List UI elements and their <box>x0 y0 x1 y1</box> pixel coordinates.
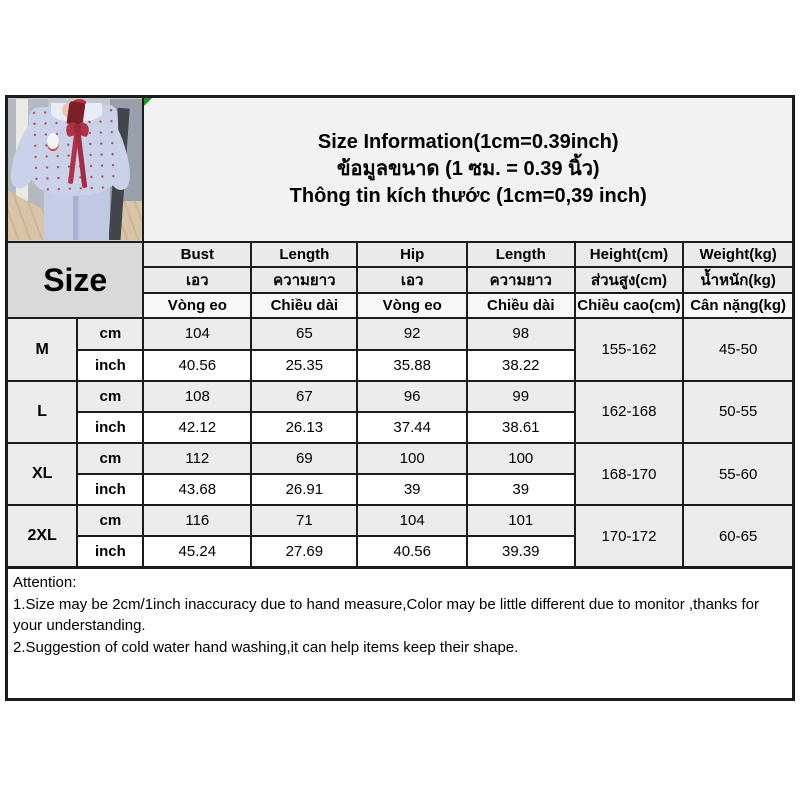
size-table <box>5 95 795 569</box>
xl-bust-inch: 43.68 <box>143 474 251 505</box>
size-column-header: Size <box>7 242 144 318</box>
l-length1-cm: 67 <box>251 381 357 412</box>
2xl-weight-range: 60-65 <box>683 505 793 567</box>
title-english: Size Information(1cm=0.39inch) <box>317 131 619 154</box>
2xl-hip-inch: 40.56 <box>357 536 466 567</box>
l-bust-inch: 42.12 <box>143 412 251 443</box>
header-th-length-1: ความยาว <box>251 267 357 293</box>
2xl-bust-inch: 45.24 <box>143 536 251 567</box>
m-height-range: 155-162 <box>575 318 684 380</box>
2xl-unit-inch: inch <box>77 536 143 567</box>
xl-hip-inch: 39 <box>357 474 466 505</box>
2xl-length1-cm: 71 <box>251 505 357 536</box>
header-en-length-1: Length <box>251 242 357 267</box>
2xl-length1-inch: 27.69 <box>251 536 357 567</box>
attention-line-2: 2.Suggestion of cold water hand washing,it can help items keep their shape. <box>13 638 519 656</box>
xl-height-range: 168-170 <box>575 443 684 505</box>
xl-length1-cm: 69 <box>251 443 357 474</box>
xl-bust-cm: 112 <box>143 443 251 474</box>
title-vietnamese: Thông tin kích thước (1cm=0,39 inch) <box>289 185 647 208</box>
xl-hip-cm: 100 <box>357 443 466 474</box>
comment-marker-icon <box>144 98 152 106</box>
size-label-xl: XL <box>7 443 78 505</box>
xl-unit-inch: inch <box>77 474 143 505</box>
header-th-height: ส่วนสูง(cm) <box>575 267 684 293</box>
2xl-unit-cm: cm <box>77 505 143 536</box>
2xl-length2-inch: 39.39 <box>467 536 575 567</box>
header-en-bust: Bust <box>143 242 251 267</box>
size-label-2xl: 2XL <box>7 505 78 567</box>
l-length2-cm: 99 <box>467 381 575 412</box>
header-vi-bust: Vòng eo <box>143 293 251 318</box>
2xl-hip-cm: 104 <box>357 505 466 536</box>
l-bust-cm: 108 <box>143 381 251 412</box>
2xl-height-range: 170-172 <box>575 505 684 567</box>
xl-length1-inch: 26.91 <box>251 474 357 505</box>
2xl-bust-cm: 116 <box>143 505 251 536</box>
l-length2-inch: 38.61 <box>467 412 575 443</box>
l-unit-inch: inch <box>77 412 143 443</box>
l-length1-inch: 26.13 <box>251 412 357 443</box>
header-vi-length-1: Chiều dài <box>251 293 357 318</box>
m-length2-inch: 38.22 <box>467 350 575 381</box>
header-vi-weight: Cân nặng(kg) <box>683 293 793 318</box>
m-unit-inch: inch <box>77 350 143 381</box>
m-length1-inch: 25.35 <box>251 350 357 381</box>
xl-length2-inch: 39 <box>467 474 575 505</box>
xl-length2-cm: 100 <box>467 443 575 474</box>
m-hip-inch: 35.88 <box>357 350 466 381</box>
m-length1-cm: 65 <box>251 318 357 349</box>
header-en-hip: Hip <box>357 242 466 267</box>
m-bust-inch: 40.56 <box>143 350 251 381</box>
l-hip-inch: 37.44 <box>357 412 466 443</box>
header-th-bust: เอว <box>143 267 251 293</box>
header-en-length-2: Length <box>467 242 575 267</box>
l-height-range: 162-168 <box>575 381 684 443</box>
m-length2-cm: 98 <box>467 318 575 349</box>
attention-heading: Attention: <box>13 574 77 591</box>
l-weight-range: 50-55 <box>683 381 793 443</box>
product-photo <box>8 99 142 240</box>
size-label-l: L <box>7 381 78 443</box>
header-en-height: Height(cm) <box>575 242 684 267</box>
header-th-length-2: ความยาว <box>467 267 575 293</box>
product-photo-cell <box>7 97 144 243</box>
size-label-m: M <box>7 318 78 380</box>
xl-weight-range: 55-60 <box>683 443 793 505</box>
header-vi-hip: Vòng eo <box>357 293 466 318</box>
2xl-length2-cm: 101 <box>467 505 575 536</box>
xl-unit-cm: cm <box>77 443 143 474</box>
m-weight-range: 45-50 <box>683 318 793 380</box>
header-vi-height: Chiều cao(cm) <box>575 293 684 318</box>
attention-line-1: 1.Size may be 2cm/1inch inaccuracy due to hand measure,Color may be little different due to monitor ,thanks for your understanding. <box>13 595 759 634</box>
title-cell <box>143 97 793 243</box>
header-en-weight: Weight(kg) <box>683 242 793 267</box>
header-vi-length-2: Chiều dài <box>467 293 575 318</box>
l-hip-cm: 96 <box>357 381 466 412</box>
photo-chest-badge <box>47 133 59 151</box>
l-unit-cm: cm <box>77 381 143 412</box>
m-bust-cm: 104 <box>143 318 251 349</box>
m-hip-cm: 92 <box>357 318 466 349</box>
header-th-hip: เอว <box>357 267 466 293</box>
title-thai: ข้อมูลขนาด (1 ซม. = 0.39 นิ้ว) <box>336 158 600 181</box>
photo-pajama-pants <box>44 192 109 240</box>
m-unit-cm: cm <box>77 318 143 349</box>
header-th-weight: น้ำหนัก(kg) <box>683 267 793 293</box>
attention-note <box>5 569 795 701</box>
